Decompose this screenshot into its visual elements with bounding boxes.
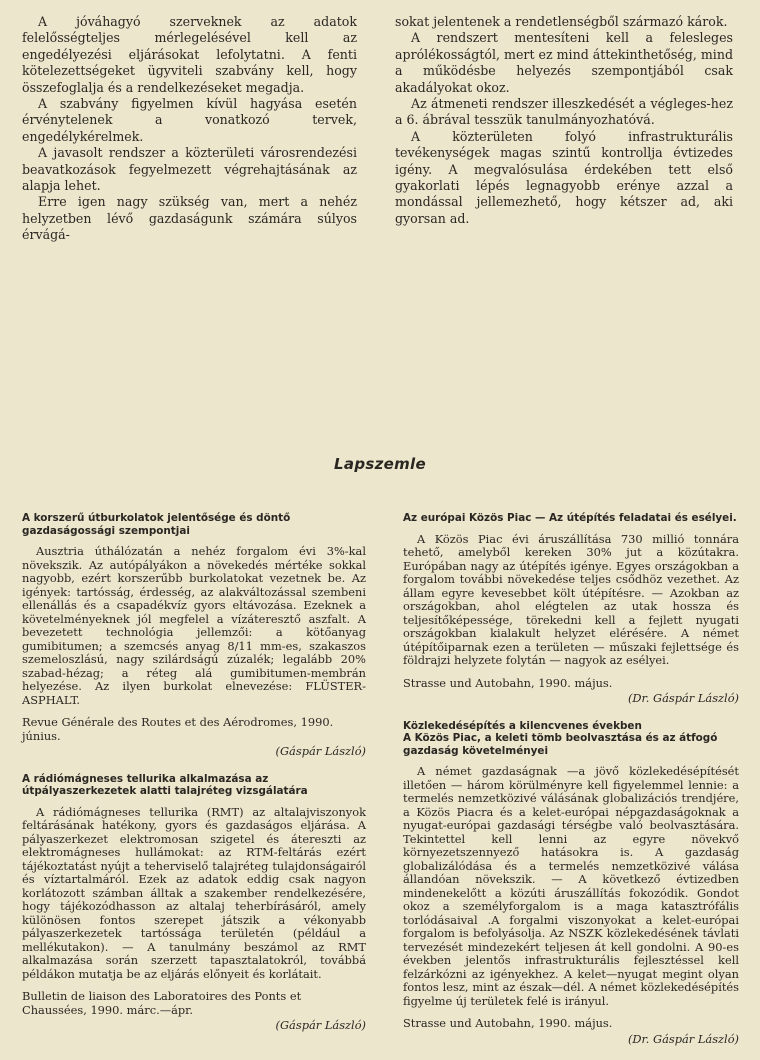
- article-body: A német gazdaságnak —a jövő közlekedésépítését illetően — három körülményre kell figyelemmel lennie: a termelés nemzetközivé válásának globalizációs trendjére, a Közös Piacra és a kelet-európai népgazdaságoknak a nyugat-európai gazdasági térségbe való beolvasztására. Tekintettel kell lenni az egyre növekvő környezetszennyező hatásokra is. A gazdaság globalizálódása és a termelés nemzetközivé válása állandóan növekszik. — A következő évtizedben mindenekelőtt a közúti áruszállítás fokozódik. Gondot okoz a személyforgalom is a maga katasztrófális torlódásaival .A forgalmi viszonyokat a kelet-európai forgalom is befolyásolja. Az NSZK közlekedésének távlati tervezését mindezekért teljesen át kell gondolni. A 90-es években jelentős infrastrukturális fejlesztéssel kell felzárkózni az igényekhez. A kelet—nyugat megint olyan fontos lesz, mint az észak—dél. A német közlekedésépítés figyelme új területek felé is irányul.: [403, 764, 739, 1008]
- section-title: Lapszemle: [334, 455, 426, 473]
- article-title: A korszerű útburkolatok jelentősége és döntő gazdaságossági szempontjai: [22, 512, 291, 537]
- intro-paragraph: A javasolt rendszer a közterületi városrendezési beavatkozások fegyelmezett végrehajtásának az alapja lehet.: [22, 145, 357, 194]
- article-author: (Gáspár László): [275, 744, 366, 758]
- review-article: [22, 773, 366, 1033]
- article-body: A rádiómágneses tellurika (RMT) az altalajviszonyok feltárásának hatékony, gyors és gazdaságos eljárása. A pályaszerkezet elektromosan szigetel és átereszti az elektromágneses hullámokat: az RTM-feltárás ezért tájékoztatást nyújt a teherviselő talajréteg tulajdonságairól és víztartalmáról. Ezek az adatok eddig csak nagyon korlátozott számban álltak a szakember rendelkezésére, hogy tájékozódhasson az altalaj teherbírásáról, amely különösen fontos szerepet játszik a vékonyabb pályaszerkezetek tartóssága területén (például a mellékutakon). — A tanulmány beszámol az RMT alkalmazása során szerzett tapasztalatokról, továbbá példákon mutatja be az eljárás előnyeit és korlátait.: [22, 804, 366, 981]
- intro-column-left: [22, 14, 357, 244]
- article-title: A rádiómágneses tellurika alkalmazása az útpályaszerkezetek alatti talajréteg vizsgálatára: [22, 772, 308, 797]
- intro-paragraph: A közterületen folyó infrastrukturális tevékenységek magas szintű kontrollja évtizedes igény. A megvalósulása érdekében tett első gyakorlati lépés legnagyobb erénye azzal a mondással jellemezhető, hogy kétszer ad, aki gyorsan ad.: [395, 128, 733, 226]
- intro-paragraph: A jóváhagyó szerveknek az adatok felelősségteljes mérlegelésével kell az engedélyezési eljárásokat lefolytatni. A fenti kötelezettségeket ügyviteli szabvány kell, hogy összefoglalja és a rendelkezéseket megadja.: [22, 14, 357, 95]
- article-source: Strasse und Autobahn, 1990. május.: [403, 1016, 613, 1030]
- article-source: Revue Générale des Routes et des Aérodromes, 1990. június.: [22, 715, 334, 743]
- review-article: [403, 512, 739, 706]
- review-article: [403, 720, 739, 1047]
- article-author: (Gáspár László): [275, 1018, 366, 1032]
- article-author: (Dr. Gáspár László): [627, 1031, 739, 1046]
- article-source: Strasse und Autobahn, 1990. május.: [403, 675, 613, 690]
- intro-paragraph: Erre igen nagy szükség van, mert a nehéz helyzetben lévő gazdaságunk számára súlyos érvágá-: [22, 194, 357, 243]
- article-title: Az európai Közös Piac — Az útépítés feladatai és esélyei.: [403, 512, 737, 524]
- article-source: Bulletin de liaison des Laboratoires des Ponts et Chaussées, 1990. márc.—ápr.: [22, 989, 302, 1017]
- article-author: (Dr. Gáspár László): [627, 691, 739, 705]
- review-column-left: [22, 512, 366, 1047]
- intro-paragraph: sokat jelentenek a rendetlenségből származó károk.: [395, 14, 728, 29]
- intro-paragraph: Az átmeneti rendszer illeszkedését a végleges-hez a 6. ábrával tesszük tanulmányozhatóvá.: [395, 96, 733, 128]
- review-article: [22, 512, 366, 759]
- intro-paragraph: A rendszert mentesíteni kell a felesleges aprólékosságtól, mert ez mind áttekinthetőség, mind a működésbe helyezés szempontjából csak akadályokat okoz.: [395, 30, 734, 95]
- article-body: A Közös Piac évi áruszállítása 730 millió tonnára tehető, amelyből kereken 30% jut a közútakra. Európában nagy az útépítés igénye. Egyes országokban a forgalom további növekedése teljes csődhöz vezethet. Az állam egyre kevesebbet költ útépítésre. — Azokban az országokban, ahol elégtelen az utak hossza és teljesítőképessége, törekedni kell a fejlett nyugati országokban kialakult helyzet elérésére. A német útépítőiparnak ezen a területen — műszaki fejlettsége és földrajzi helyzete folytán — nagyok az esélyei.: [403, 531, 739, 667]
- review-column-right: [403, 512, 739, 1060]
- intro-paragraph: A szabvány figyelmen kívül hagyása esetén érvénytelenek a vonatkozó tervek, engedélykérelmek.: [22, 96, 357, 144]
- article-body: Ausztria úthálózatán a nehéz forgalom évi 3%-kal növekszik. Az autópályákon a növekedés mértéke sokkal nagyobb, ezért korszerűbb burkolatokat vezetnek be. Az igények: tartósság, érdesség, az alakváltozással szembeni ellenállás és a csapadékvíz gyors eltávozása. Ezeknek a követelményeknek jól megfelel a vízáteresztő aszfalt. A bevezetett technológia jellemzői: a kötőanyag gumibitumen; a szemcsés anyag 8/11 mm-es, szakaszos szemeloszlású, nagy szilárdságú zúzalék; legalább 20% szabad-hézag; a réteg alá gumibitumen-membrán helyezése. Az ilyen burkolat elnevezése: FLÜSTER-ASPHALT.: [22, 544, 366, 707]
- intro-column-right: [395, 14, 733, 227]
- article-title: Közlekedésépítés a kilencvenes években A Közös Piac, a keleti tömb beolvasztása és az átfogó gazdaság követelményei: [403, 719, 718, 757]
